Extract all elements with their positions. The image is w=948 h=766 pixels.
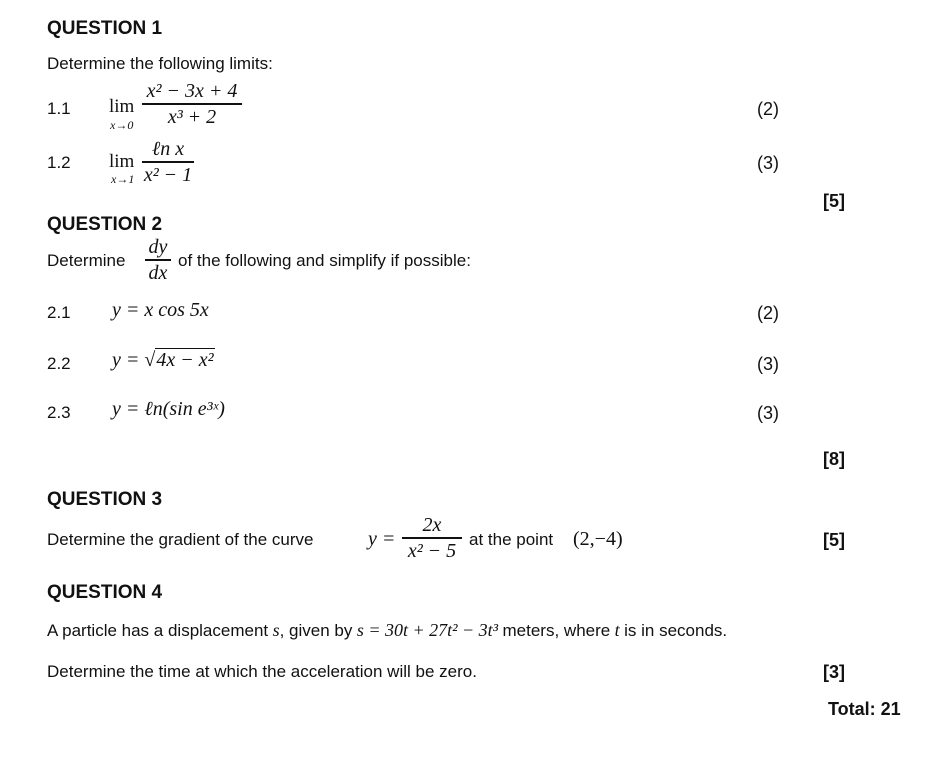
- question-3-numerator: 2x: [422, 514, 442, 536]
- question-3-heading: QUESTION 3: [47, 489, 163, 510]
- sqrt-symbol: √: [144, 349, 156, 371]
- item-1-2-marks: (3): [757, 153, 779, 173]
- question-2-heading: QUESTION 2: [47, 214, 163, 235]
- item-2-2-marks: (3): [757, 354, 779, 374]
- item-2-2-radicand: 4x − x²: [156, 349, 214, 371]
- variable-s: s: [272, 620, 280, 640]
- item-1-1-marks: (2): [757, 99, 779, 119]
- item-2-3-expression: [112, 398, 225, 421]
- fraction-bar: [142, 161, 194, 163]
- item-2-1-expression: [112, 299, 209, 322]
- item-1-1-numerator: x² − 3x + 4: [146, 80, 238, 102]
- item-2-1-rhs: x cos 5x: [144, 299, 209, 321]
- question-3-lhs: y =: [368, 528, 396, 550]
- item-1-1-lim: lim: [109, 96, 135, 117]
- grand-total: Total: 21: [828, 699, 901, 719]
- question-3-denominator: x² − 5: [407, 539, 457, 562]
- question-3-fraction: [402, 514, 462, 562]
- question-4-line-1: [47, 620, 727, 641]
- fraction-bar: [402, 537, 462, 539]
- variable-t: t: [614, 620, 620, 640]
- dy-dx-fraction: [145, 236, 171, 284]
- question-4-line-1-pre: A particle has a displacement: [47, 621, 269, 640]
- question-1-instruction: Determine the following limits:: [47, 54, 273, 73]
- item-2-3-rhs: ℓn(sin e³ˣ): [144, 398, 225, 420]
- item-1-1-fraction: [142, 80, 242, 128]
- item-1-2-denominator: x² − 1: [143, 163, 193, 186]
- question-3-point: (2,−4): [573, 528, 623, 550]
- item-1-2-numerator: ℓn x: [151, 138, 185, 160]
- item-1-1-denominator: x³ + 2: [167, 105, 217, 128]
- dy-dx-numerator: dy: [148, 236, 168, 258]
- item-2-3-number: 2.3: [47, 403, 71, 422]
- question-1-total: [5]: [823, 191, 845, 211]
- question-4-heading: QUESTION 4: [47, 582, 163, 603]
- dy-dx-denominator: dx: [148, 261, 168, 284]
- question-1-heading: QUESTION 1: [47, 18, 163, 39]
- item-1-1-lim-subscript: x→0: [110, 118, 134, 132]
- item-2-3-lhs: y =: [112, 398, 145, 420]
- question-2-total: [8]: [823, 449, 845, 469]
- displacement-equation: s = 30t + 27t² − 3t³: [356, 620, 499, 640]
- fraction-bar: [145, 259, 171, 261]
- item-2-1-lhs: y =: [112, 299, 145, 321]
- question-3-total: [5]: [823, 530, 845, 550]
- question-4-line-1-post: meters, where: [502, 621, 611, 640]
- question-2-instruction-post: of the following and simplify if possible:: [178, 251, 471, 270]
- item-1-2-number: 1.2: [47, 153, 71, 172]
- question-3-text-post: at the point: [469, 530, 554, 549]
- item-2-2-number: 2.2: [47, 354, 71, 373]
- item-2-2-lhs: y =: [112, 349, 145, 371]
- question-4-total: [3]: [823, 662, 845, 682]
- item-2-3-marks: (3): [757, 403, 779, 423]
- item-2-2-expression: [112, 349, 215, 372]
- question-4-line-1-end: is in seconds.: [624, 621, 728, 640]
- item-1-2-fraction: [142, 138, 194, 186]
- question-2-instruction-pre: Determine: [47, 251, 126, 270]
- item-1-2-lim: lim: [109, 151, 135, 172]
- question-4-line-1-mid: , given by: [279, 621, 353, 640]
- item-2-1-marks: (2): [757, 303, 779, 323]
- fraction-bar: [142, 103, 242, 105]
- item-2-1-number: 2.1: [47, 303, 71, 322]
- item-1-1-number: 1.1: [47, 99, 71, 118]
- question-4-line-2: Determine the time at which the acceleration will be zero.: [47, 662, 477, 681]
- question-3-text-pre: Determine the gradient of the curve: [47, 530, 314, 549]
- item-1-2-lim-subscript: x→1: [111, 172, 135, 186]
